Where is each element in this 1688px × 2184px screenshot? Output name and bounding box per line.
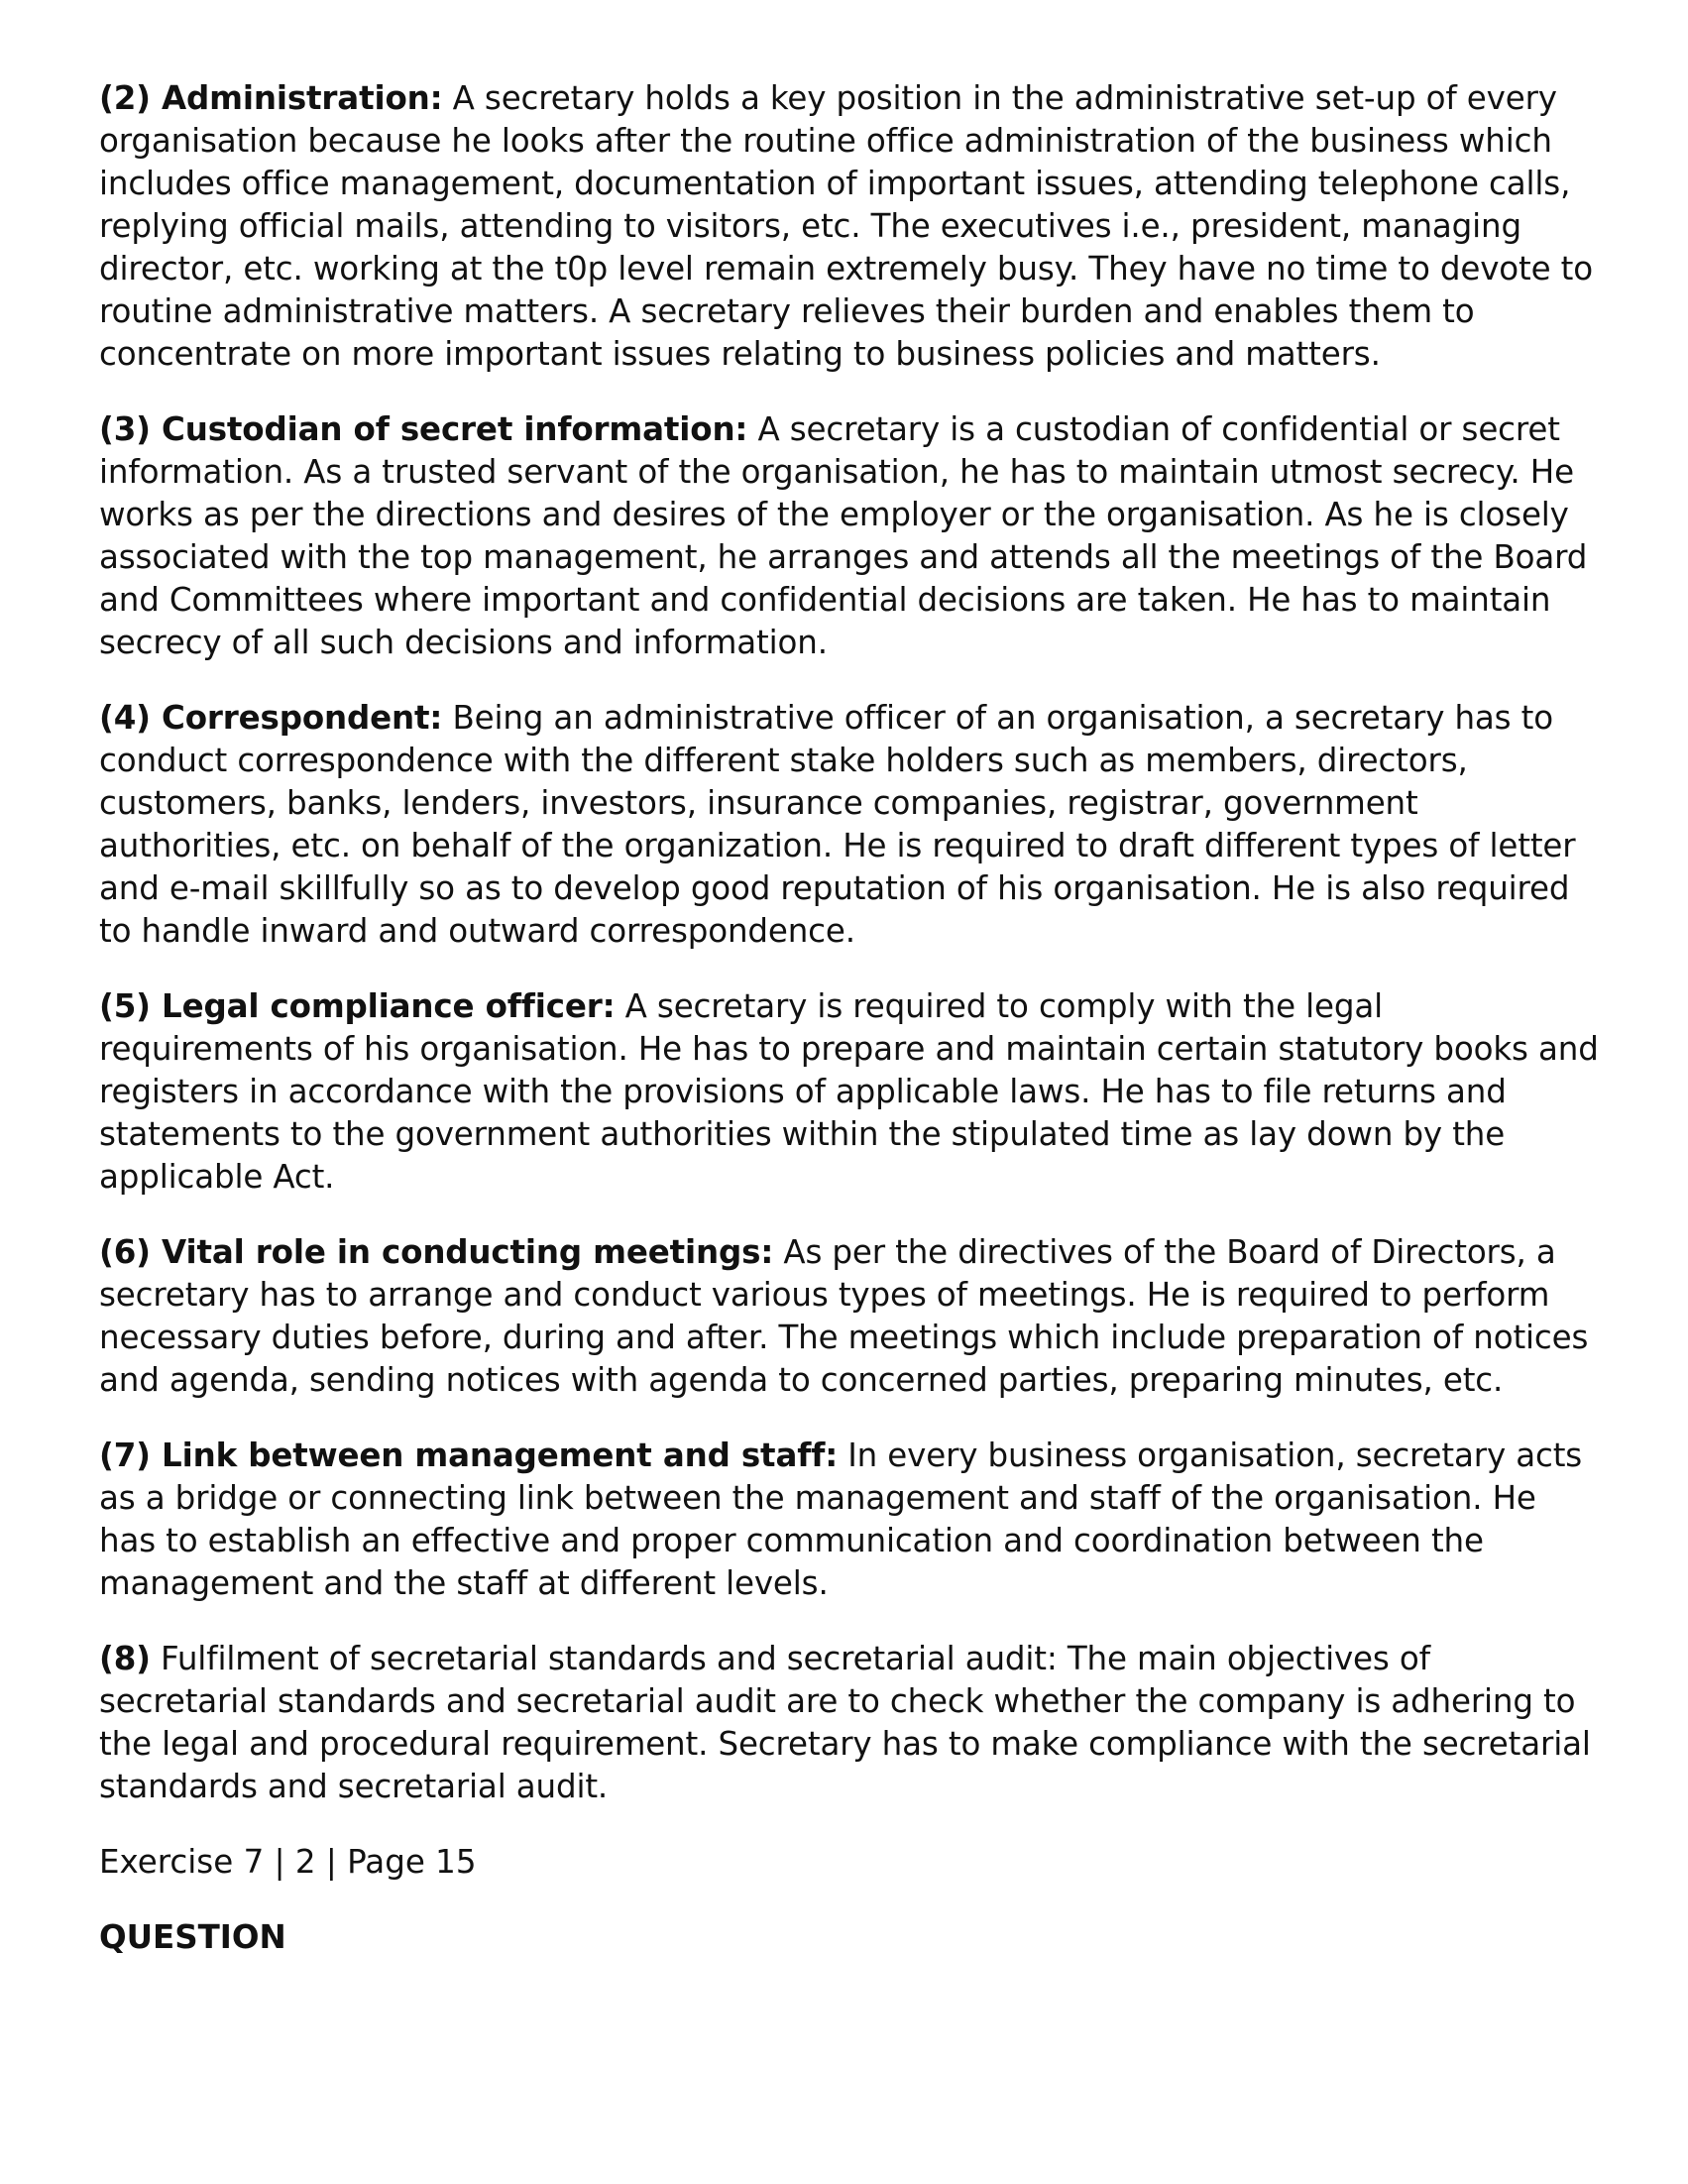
- paragraph-meetings: [99, 1231, 1601, 1402]
- paragraph-administration: [99, 77, 1601, 376]
- exercise-reference: Exercise 7 | 2 | Page 15: [99, 1843, 477, 1881]
- paragraph-heading: (5) Legal compliance officer:: [99, 987, 616, 1025]
- paragraph-text: In every business organisation, secretary acts as a bridge or connecting link between the management and staff of the organisation. He has to establish an effective and proper communication and coordination between the management and the staff at different levels.: [99, 1437, 1583, 1602]
- paragraph-heading: (3) Custodian of secret information:: [99, 410, 748, 448]
- paragraph-heading: (4) Correspondent:: [99, 699, 443, 737]
- paragraph-custodian: [99, 408, 1601, 664]
- paragraph-text: Fulfilment of secretarial standards and secretarial audit: The main objectives of secretarial standards and secretarial audit are to check whether the company is adhering to the legal and procedural requirement. Secretary has to make compliance with the secretarial standards and secretarial audit.: [99, 1640, 1591, 1805]
- question-heading: QUESTION: [99, 1918, 286, 1956]
- paragraph-correspondent: [99, 697, 1601, 953]
- paragraph-legal-compliance: [99, 985, 1601, 1199]
- paragraph-heading: (2) Administration:: [99, 79, 443, 117]
- paragraph-text: As per the directives of the Board of Directors, a secretary has to arrange and conduct various types of meetings. He is required to perform necessary duties before, during and after. The meetings which include preparation of notices and agenda, sending notices with agenda to concerned parties, preparing minutes, etc.: [99, 1233, 1589, 1399]
- paragraph-text: A secretary is required to comply with the legal requirements of his organisation. He has to prepare and maintain certain statutory books and registers in accordance with the provisions of applicable laws. He has to file returns and statements to the government authorities within the stipulated time as lay down by the applicable Act.: [99, 987, 1599, 1196]
- paragraph-secretarial-standards: [99, 1638, 1601, 1808]
- document-page: [99, 77, 1601, 1959]
- paragraph-text: A secretary holds a key position in the administrative set-up of every organisation because he looks after the routine office administration of the business which includes office management, documentation of important issues, attending telephone calls, replying official mails, attending to visitors, etc. The executives i.e., president, managing director, etc. working at the t0p level remain extremely busy. They have no time to devote to routine administrative matters. A secretary relieves their burden and enables them to concentrate on more important issues relating to business policies and matters.: [99, 79, 1593, 373]
- paragraph-heading: (6) Vital role in conducting meetings:: [99, 1233, 774, 1271]
- paragraph-link: [99, 1435, 1601, 1605]
- paragraph-text: Being an administrative officer of an organisation, a secretary has to conduct correspondence with the different stake holders such as members, directors, customers, banks, lenders, investors, insurance companies, registrar, government authorities, etc. on behalf of the organization. He is required to draft different types of letter and e-mail skillfully so as to develop good reputation of his organisation. He is also required to handle inward and outward correspondence.: [99, 699, 1576, 950]
- paragraph-heading: (7) Link between management and staff:: [99, 1437, 839, 1474]
- paragraph-text: A secretary is a custodian of confidential or secret information. As a trusted servant of the organisation, he has to maintain utmost secrecy. He works as per the directions and desires of the employer or the organisation. As he is closely associated with the top management, he arranges and attends all the meetings of the Board and Committees where important and confidential decisions are taken. He has to maintain secrecy of all such decisions and information.: [99, 410, 1588, 661]
- paragraph-heading: (8): [99, 1640, 151, 1677]
